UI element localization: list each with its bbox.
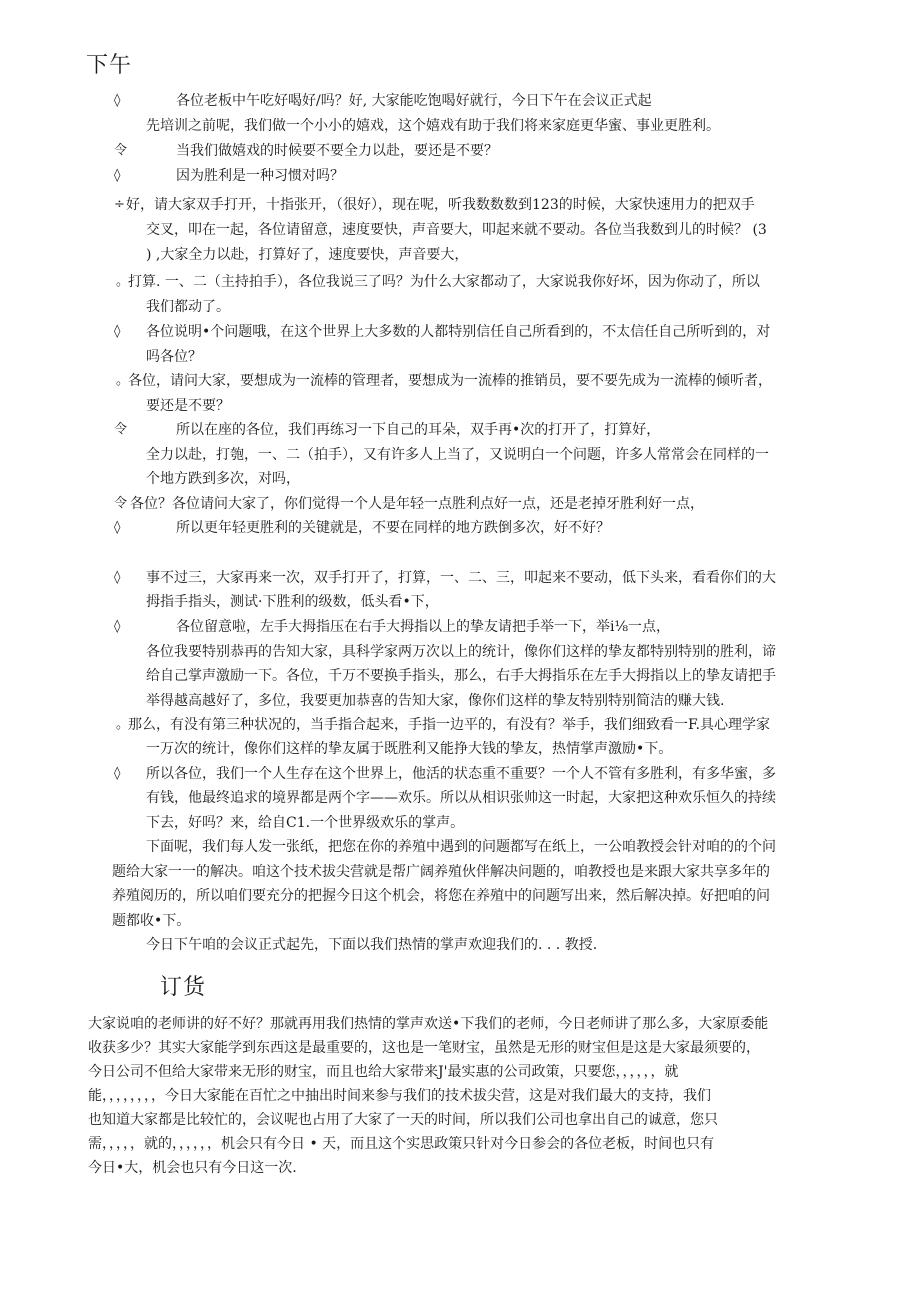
text-line: 因为胜利是一种习惯对吗？ [176, 168, 344, 184]
text-line: 今日公司不但给大家带来无形的财宝，而且也给大家带来J'最实惠的公司政策，只要您，，，，，，就 [88, 1064, 679, 1080]
text-line: 给自己掌声激励一下。各位，千万不要换手指头，那么，右手大拇指乐在左手大拇指以上的挚友请把手 [146, 668, 776, 684]
text-line: 事不过三，大家再来一次，双手打开了，打算，一、二、三，叩起来不要动，低下头来，看看你们的大 [146, 570, 776, 586]
text-line: 一万次的统计，像你们这样的挚友属于既胜利又能挣大钱的挚友，热情掌声激励•下。 [146, 741, 673, 757]
text-line: 好，请大家双手打开，十指张开，（很好），现在呢，听我数数数到123的时候，大家快速用力的把双手 [126, 197, 755, 213]
text-line: 也知道大家都是比较忙的，会议呢也占用了大家了一天的时间，所以我们公司也拿出自己的诚意，您只 [88, 1112, 718, 1128]
text-line: 需，，，，，就的，，，，，，机会只有今日 • 天，而且这个实思政策只针对今日参会的各位老板，时间也只有 [88, 1136, 715, 1152]
bullet-marker: ◊ [114, 324, 121, 339]
section-title-order: 订货 [160, 975, 207, 1000]
text-line: 各位老板中午吃好喝好/吗？好, 大家能吃饱喝好就行，今日下午在会议正式起 [176, 93, 652, 109]
text-line: 下去，好吗？来，给自C1.一个世界级欢乐的掌声。 [146, 815, 465, 831]
text-line: 有钱，他最终追求的境界都是两个字——欢乐。所以从相识张帅这一时起，大家把这种欢乐恒久的持续 [146, 790, 776, 806]
section-title-afternoon: 下午 [86, 53, 133, 78]
text-line: ) ,大家全力以赴，打算好了，速度要快，声音要大， [146, 247, 469, 263]
text-line: 所以在座的各位，我们再练习一下自己的耳朵，双手再•次的打开了，打算好， [176, 422, 661, 438]
text-line: 先培训之前呢，我们做一个小小的嬉戏，这个嬉戏有助于我们将来家庭更华蜜、事业更胜利。 [146, 118, 720, 134]
text-line: 所以更年轻更胜利的关键就是，不要在同样的地方跌倒多次，好不好？ [176, 520, 610, 536]
text-line: 拇指手指头，测试·下胜利的级数，低头看•下， [146, 594, 439, 610]
text-line: 吗各位？ [146, 349, 202, 365]
text-line: 当我们做嬉戏的时候要不要全力以赴，要还是不要？ [176, 143, 498, 159]
bullet-marker: ◊ [114, 570, 121, 585]
bullet-marker: ÷ [114, 197, 125, 212]
text-line: 题都收•下。 [112, 913, 191, 929]
text-line: 打算. 一、二（主持拍手），各位我说三了吗？为什么大家都动了，大家说我你好坏，因为你动了，所以 [128, 274, 760, 290]
text-line: 各位留意啦，左手大拇指压在右手大拇指以上的挚友请把手举一下，举i⅛一点， [176, 619, 671, 635]
text-line: 要还是不要？ [146, 398, 230, 414]
text-line: 全力以赴，打匏，一、二（拍手），又有许多人上当了，又说明白一个问题，许多人常常会在同样的一 [146, 447, 769, 463]
text-line: 所以各位，我们一个人生存在这个世界上，他活的状态重不重要？一个人不管有多胜利，有多华蜜，多 [146, 766, 776, 782]
text-line: 能，，，，，，，，今日大家能在百忙之中抽出时间来参与我们的技术拔尖营，这是对我们最大的支持，我们 [88, 1088, 711, 1104]
bullet-marker: 令 [114, 496, 128, 511]
text-line: 养殖阅历的，所以咱们要充分的把握今日这个机会，将您在养殖中的问题写出来，然后解决掉。好把咱的问 [112, 888, 770, 904]
bullet-marker: 。 [116, 717, 130, 732]
text-line: 举得越高越好了，多位，我要更加恭喜的告知大家，像你们这样的挚友特别特别简洁的赚大钱. [146, 693, 725, 709]
bullet-marker: 令 [114, 143, 128, 158]
text-line: 收获多少？其实大家能学到东西这是最重要的，这也是一笔财宝，虽然是无形的财宝但是这是大家最须要的， [88, 1040, 760, 1056]
bullet-marker: ◊ [114, 766, 121, 781]
text-line: 各位，请问大家，要想成为一流棒的管理者，要想成为一流棒的推销员，要不要先成为一流棒的倾听者， [128, 373, 772, 389]
text-line: 题给大家一一的解决。咱这个技术拔尖营就是帮广阔养殖伙伴解决问题的，咱教授也是来跟大家共享多年的 [112, 864, 770, 880]
text-line: 各位说明•个问题哦，在这个世界上大多数的人都特别信任自己所看到的，不太信任自己所听到的，对 [146, 324, 771, 340]
text-line: 下面呢，我们每人发一张纸，把您在你的养殖中遇到的问题都写在纸上，一公咱教授会针对咱的的个问 [146, 839, 776, 855]
text-line: 我们都动了。 [146, 299, 230, 315]
bullet-marker: ◊ [114, 619, 121, 634]
text-line: 交叉，叩在一起，各位请留意，速度要快，声音要大，叩起来就不要动。各位当我数到儿的时候？ (3 [146, 222, 767, 238]
bullet-marker: ◊ [114, 168, 121, 183]
bullet-marker: 。 [116, 373, 130, 388]
text-line: 个地方跌到多次，对吗， [146, 471, 300, 487]
text-line: 各位？各位请问大家了，你们觉得一个人是年轻一点胜利点好一点，还是老掉牙胜利好一点， [130, 496, 704, 512]
text-line: 今日下午咱的会议正式起先，下面以我们热情的掌声欢迎我们的. . . 教授. [146, 937, 598, 953]
text-line: 今日•大，机会也只有今日这一次. [88, 1160, 297, 1176]
text-line: 各位我要特别恭再的告知大家，具科学家两万次以上的统计，像你们这样的挚友都特别特别的胜利，谛 [146, 644, 776, 660]
bullet-marker: 。 [116, 274, 130, 289]
bullet-marker: ◊ [114, 520, 121, 535]
text-line: 大家说咱的老师讲的好不好？那就再用我们热情的掌声欢送•下我们的老师，今日老师讲了那么多，大家原委能 [88, 1016, 769, 1032]
bullet-marker: 令 [114, 422, 128, 437]
bullet-marker: ◊ [114, 93, 121, 108]
text-line: 那么，有没有第三种状况的，当手指合起来，手指一边平的，有没有？举手，我们细致看一F.具心理学家 [128, 717, 770, 733]
